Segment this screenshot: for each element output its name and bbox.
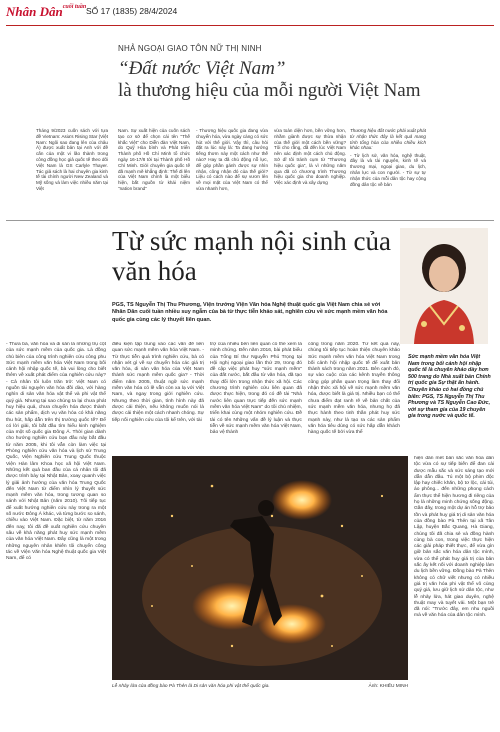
article2-column-mid3 [308, 342, 400, 450]
logo-subtext: cuối tuần [62, 4, 87, 10]
article2-column-right [414, 456, 494, 728]
portrait-image [400, 228, 488, 344]
article2-col-right-text: hiện dẫn mét bản sắc văn hóa dân tộc vừa có sự tiếp biến để đan cài được mẫu sắc và sức sáng tạo mới dẫn dẫn đầu. Tú một bộ phim độc lập hay chiếc khăn, bộ tơ lộc, cái túi, áo phông... đến những phong cách ẩm thực thể hiện hương đi riêng của họ là những minh chứng sống động. Gần đây, trong một dự án hỗ trợ bảo tồn và phát huy giá trị di sản văn hóa của đồng bào Pà Thẻn tại xã Tân Lập, huyện Bắc Quang, Hà Giang, chúng tôi đã chia sẻ và đồng hành cùng bà con, trong việc thực hiện các giải pháp thiết thực, để vừa gìn giữ bản sắc văn hóa dân tộc mình, vừa có thể phát huy giá trị của bản sắc ấy kết nối với doanh nghiệp làm du lịch bền vững. Đồng bào Pà Thẻn không có chữ viết nhưng có nhiều giá trị văn hóa phi vật thể vô cùng quý giá, lưu giữ lịch sử dân tộc, như lễ nhảy lửa, hát giao duyên, nghệ thuật may và tuyết vải. Một bạn trẻ đã nói: "Trước đây, em nhu nguồi mà về văn hóa của dân tộc mình. [414, 456, 494, 619]
article1-headline[interactable] [118, 58, 488, 102]
article2-headline[interactable]: Từ sức mạnh nội sinh của văn hóa [112, 226, 391, 286]
logo-text: Nhân Dân [6, 4, 63, 19]
article1-column-5 [350, 128, 426, 216]
article1-column-4 [274, 128, 346, 216]
masthead [6, 4, 494, 26]
article1-col5-text: - Từ lịch sử, văn hóa, nghệ thuật, đây là và tài nguyên, kinh tế và thương mại, ngoại giao, du lịch, nhân lực và con người. - Từ sự tự nhận thức của mỗi dân tộc hay cộng đồng dân tộc về bản [350, 152, 426, 187]
article2-col-mid2-text: trợ của nhiều bên liên quan có thể xem là minh chứng. Đến năm 2016, bài phát biểu của Tổng Bí thư Nguyễn Phú Trọng tại Hội nghị ngoại giao lần thứ 29, trong đó đề cập việc phát huy "sức mạnh mềm" của đất nước, bắt đầu từ văn hóa, đã tạo thay đổi lớn trong nhận thức xã hội. Các chương trình nghiên cứu liên quan đã được thực hiện, trong đó có đề tài "Nhà nước liên quan trực tiếp đến sức mạnh mềm văn hóa Việt Nam" do tôi chủ nhiệm, triển khai cùng một nhóm nghiên cứu. Đề tài có tên Những vấn đề lý luận và thực tiễn về sức mạnh mềm văn hóa Việt Nam, bảo vệ thành [210, 342, 302, 436]
fire-dance-image [112, 456, 408, 680]
article2-column-left [6, 342, 106, 728]
caption-text: Lễ nhảy lửa của đồng bào Pà Thẻn là Di sản văn hóa phi vật thể quốc gia. [112, 684, 270, 689]
article1-title-line2: là thương hiệu của mỗi người Việt Nam [118, 80, 421, 101]
article1-column-2 [118, 128, 190, 216]
article1-col1-text: Tháng 9/2023 cuốn sách với tựa đề Vietnam: Asia's Rising Star (Việt Nam: Ngôi sao đang lên của châu Á) được xuất bản tại Anh với đề cấn của một vi lão thành trong công đồng học giả quốc tế theo dõi Việt Nam là GS Carlyle Thayer. Tác giả sách là hai chuyên gia kinh tế tài chính người New Zealand và Mỹ sống và làm việc nhiều năm tại Việt [36, 128, 108, 191]
article2-lead: PGS, TS Nguyễn Thị Thu Phương, Viện trưởng Viện Văn hóa Nghệ thuật quốc gia Việt Nam chia sẻ với Nhân Dân cuối tuần nhiều suy ngẫm của bà từ thực tiễn khảo sát, nghiên cứu về sức mạnh mềm văn hóa quốc gia cùng các lý thuyết liên quan. [112, 302, 388, 323]
article1-col5-intro: Thương hiệu đất nước phải xuất phát từ nhận thức đây là kết quả mang tính tổng hòa của nhiều chiều kích khác nhau: [350, 128, 426, 151]
photo-caption [112, 684, 408, 689]
newspaper-logo[interactable] [6, 4, 86, 20]
article2-col-left-text: - Thưa bà, văn hóa và di sản là những trụ cột của sức mạnh mềm của quốc gia. Là đồng chủ biên của công trình nghiên cứu công phu Sức mạnh mềm văn hóa Việt Nam trong bối cảnh hội nhập quốc tế, bà vui lòng cho biết thêm về xuất phát điểm của nghiên cứu này? - Cả nhân tôi luôn trăn trở: Việt Nam có nguồn tài nguyên văn hóa đồi dào, với hàng nghìn di sản văn hóa vật thể và phi vật thể quý giá. Nhưng tại sao chúng ta lại chưa phát huy hiệu quả, chưa chuyển hóa được thành các sản phẩm, dịch vụ văn hóa có khả năng thu hút, hấp dẫn trên thị trường quốc tế? Để có lời giải, tôi bắt đầu tìm hiểu kinh nghiệm của một số quốc gia Đông Á. Thời gian dành cho hướng nghiên cứu bạn đầu này bắt đầu từ năm 2005, khi tôi vẫn còn làm việc tại Phòng nghiên cứu văn hóa và lịch sử Trung Quốc, Viện Nghiên cứu Trung Quốc thuộc Viện Hàn lâm Khoa học xã hội Việt Nam. Những kết quả ban đầu của cá nhân tôi đã được trình bày tại Nhật Bản, xoay quanh việc lý giải ảnh hưởng của văn hóa Trung Quốc đến Việt Nam từ điểm nhìn lý thuyết sức mạnh mềm văn hóa, trong tương quan so sánh với Nhật Bản (năm 2010). Tôi tiếp tục để xuất hướng nghiên cứu này trong ra một số nước Đông Á khác, và từng bước so sánh, chiều vào Việt Nam. Đặc biệt, từ năm 2016 đến nay, tôi đã đề xuất nghiên cứu chuyên sâu về khả năng phát huy sức mạnh mềm của văn hóa Việt Nam. Đây cũng là một trong những nguyên nhân khiến tôi chuyển công tác về Viện Văn hóa Nghệ thuật quốc gia Việt Nam, để có [6, 342, 106, 562]
article2-col-mid1-text: điều kiện tập trung vào các vấn đề liên quan sức mạnh mềm văn hóa Việt Nam. - Từ thực tiễn quá trình nghiên cứu, bà có nhận xét gì về sự chuyển hóa các giá trị văn hóa, di sản văn hóa của Việt Nam thành sức mạnh mềm quốc gia? - Thời điểm năm 2005, thuật ngữ sức mạnh mềm văn hóa có lẽ vẫn còn xa lạ với Việt Nam, và ngay trong giới nghiên cứu. Nhưng theo thời gian, tình hình này đã được cải thiện, nếu không muốn nói là được cải thiện một cách nhanh chóng. Sự tiếp nối nghiên cứu của tôi kể trên, với tài [112, 342, 204, 423]
book-info-box: Sức mạnh mềm văn hóa Việt Nam trong bối cảnh hội nhập quốc tế là chuyên khảo dày hơn 500 trang do Nhà xuất bản Chính trị quốc gia Sự thật ấn hành. Chuyên khảo có hai đồng chủ biên: PGS, TS Nguyễn Thị Thu Phương và TS Nguyễn Cao Đức, với sự tham gia của 19 chuyên gia trong nước và quốc tế. [408, 354, 491, 420]
author-portrait [400, 228, 488, 344]
issue-info: SỐ 17 (1835) 28/4/2024 [86, 6, 178, 16]
article1-kicker: NHẢ NGOẠI GIAO TÔN NỮ THỊ NINH [118, 44, 262, 53]
article1-column-3 [196, 128, 268, 216]
article1-col3-text: - Thương hiệu quốc gia đang vừa chuyển hóa, vừa ngày càng có sức hút với thế giới. Vậy thì, câu hỏi đặt ra lúc này là: Ta đang hướng tiếng thơm này một cách như thế nào? Hay ta đã chủ động nỗ lực, để góp phần gánh được sự nhìn nhận, công nhận đó của thế giới? Liệu có cách nào để sự vươn lên về mọi mặt của Việt Nam có thể vừa nhanh hơn, [196, 128, 268, 191]
photo-credit: Ảnh: KHIẾU MINH [368, 684, 408, 689]
fire-dance-photo [112, 456, 408, 680]
article1-column-1 [36, 128, 108, 216]
article1-col4-text: vừa toàn diện hơn, bền vững hơn, nhằm giành được sự thừa nhận của thế giới một cách bền vững? Tôi cho rằng, đã đến lúc Việt Nam nên xác định một cách chủ động. Sở dĩ tôi tránh cụm từ "Thương hiệu quốc gia", là vì những năm qua đã có chương trình Thương hiệu quốc gia cho doanh nghiệp. Việc xác định và xây dựng [274, 128, 346, 186]
article2-column-mid1 [112, 342, 204, 450]
article1-title-line1: “Đất nước Việt Nam” [118, 58, 286, 79]
article2-col-mid3-text: công trong năm 2020. Từ kết quả này, chúng tôi tiếp tục hoàn thiện chuyên khảo Sức mạnh mềm văn hóa Việt Nam trong bối cảnh hội nhập quốc tế để xuất bản thành sách trong năm 2021. Bên cạnh đó, sự vào cuộc của các kênh truyền thông cũng góp phần quan trọng làm thay đổi nhận thức xã hội về sức mạnh mềm văn hóa, được biết là giá trị. Nhiều bạn có thể chưa điểm đạt ranh rẽ về bản chất của sức mạnh mềm văn hóa, nhưng họ đã thực hành theo tinh thần phát huy sức mạnh này, như là tạo ra các sản phẩm văn hóa tiêu dùng có sức hấp dẫn khách hàng quốc tế bởi vừa thể [308, 342, 400, 436]
article2-column-mid2 [210, 342, 302, 450]
section-divider [6, 220, 494, 221]
article1-col2-text: Nam. Sự xuất hiện của cuốn sách tạo cơ sở để chọn cái tên "Thế khắc Việt" cho Diễn đàn Việt Nam, do Quỹ Hòa bình và Phát triển Thành phố Hồ Chí Minh tổ chức ngày 16-17/8 tới tại Thành phố Hồ Chí Minh. Giới chuyên gia quốc tế đã mạnh mẽ khẳng định: Thế đi lên của Việt Nam chính là một biểu hiện, bắt nguồn từ khái niệm "nation brand" [118, 128, 190, 191]
